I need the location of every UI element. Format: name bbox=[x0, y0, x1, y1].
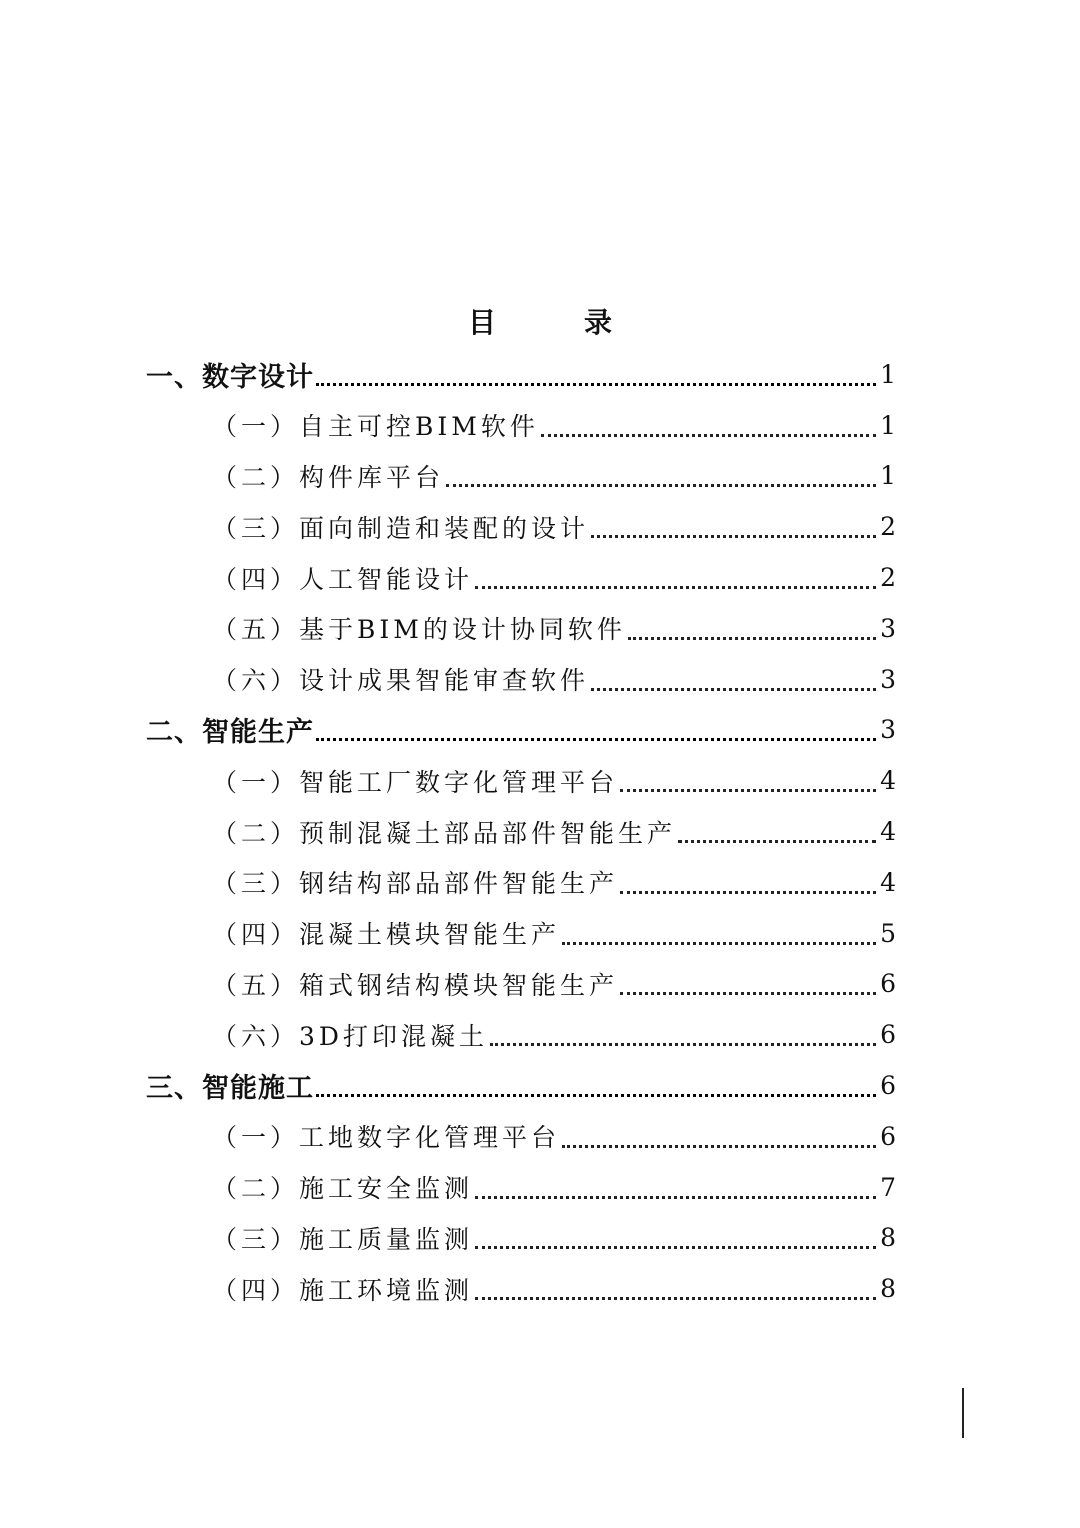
toc-page-number: 4 bbox=[880, 766, 896, 796]
toc-entry-subsection[interactable] bbox=[0, 1213, 896, 1264]
toc-entry-subsection[interactable] bbox=[0, 755, 896, 806]
toc-entry-label: （三）面向制造和装配的设计 bbox=[212, 513, 590, 543]
toc-page-number: 6 bbox=[880, 1071, 896, 1101]
toc-entry-subsection[interactable] bbox=[0, 908, 896, 959]
toc-page-number: 5 bbox=[880, 918, 896, 948]
toc-page-number: 1 bbox=[880, 359, 896, 389]
toc-page-number: 2 bbox=[880, 512, 896, 542]
toc-entry-label: （二）施工安全监测 bbox=[212, 1174, 474, 1204]
toc-page-number: 1 bbox=[880, 461, 896, 491]
toc-title: 目 录 bbox=[467, 306, 642, 339]
toc-entry-subsection[interactable] bbox=[0, 603, 896, 654]
toc-entry-label: （一）自主可控BIM软件 bbox=[212, 412, 539, 442]
toc-entry-label: （二）预制混凝土部品部件智能生产 bbox=[212, 818, 677, 848]
page-edge-rule bbox=[962, 1388, 964, 1438]
toc-entry-label: （一）工地数字化管理平台 bbox=[212, 1123, 561, 1153]
toc-dot-leader bbox=[591, 535, 876, 538]
toc-page-number: 6 bbox=[880, 1121, 896, 1151]
toc-page-number: 8 bbox=[880, 1274, 896, 1304]
toc-entry-subsection[interactable] bbox=[0, 501, 896, 552]
toc-page-number: 3 bbox=[880, 613, 896, 643]
toc-entry-label: （四）混凝土模块智能生产 bbox=[212, 920, 561, 950]
toc-dot-leader bbox=[628, 637, 876, 640]
toc-entry-label: （一）智能工厂数字化管理平台 bbox=[212, 767, 619, 797]
toc-entry-label: 一、数字设计 bbox=[146, 361, 314, 393]
toc-entry-subsection[interactable] bbox=[0, 1111, 896, 1162]
toc-entry-label: （三）钢结构部品部件智能生产 bbox=[212, 869, 619, 899]
toc-page-number: 1 bbox=[880, 410, 896, 440]
toc-dot-leader bbox=[562, 1145, 876, 1148]
toc-page-number: 6 bbox=[880, 1020, 896, 1050]
toc-dot-leader bbox=[562, 942, 876, 945]
toc-entry-subsection[interactable] bbox=[0, 1162, 896, 1213]
toc-dot-leader bbox=[475, 586, 876, 589]
toc-list bbox=[0, 349, 1080, 1314]
toc-entry-subsection[interactable] bbox=[0, 654, 896, 705]
toc-entry-label: （五）基于BIM的设计协同软件 bbox=[212, 615, 626, 645]
toc-dot-leader bbox=[475, 1297, 876, 1300]
toc-entry-subsection[interactable] bbox=[0, 1263, 896, 1314]
toc-dot-leader bbox=[620, 992, 876, 995]
toc-entry-subsection[interactable] bbox=[0, 451, 896, 502]
toc-entry-label: 三、智能施工 bbox=[146, 1073, 314, 1105]
toc-page-number: 4 bbox=[880, 817, 896, 847]
toc-dot-leader bbox=[591, 688, 876, 691]
toc-page-number: 7 bbox=[880, 1172, 896, 1202]
toc-entry-section-1[interactable] bbox=[0, 349, 896, 400]
toc-dot-leader bbox=[490, 1043, 876, 1046]
toc-dot-leader bbox=[475, 1196, 876, 1199]
toc-page-number: 4 bbox=[880, 867, 896, 897]
toc-dot-leader bbox=[316, 1094, 876, 1097]
toc-entry-subsection[interactable] bbox=[0, 400, 896, 451]
toc-dot-leader bbox=[316, 383, 876, 386]
toc-dot-leader bbox=[446, 484, 876, 487]
toc-entry-label: （四）施工环境监测 bbox=[212, 1275, 474, 1305]
toc-page-number: 8 bbox=[880, 1223, 896, 1253]
toc-entry-label: （五）箱式钢结构模块智能生产 bbox=[212, 970, 619, 1000]
toc-entry-section-3[interactable] bbox=[0, 1060, 896, 1111]
toc-page-number: 3 bbox=[880, 664, 896, 694]
toc-dot-leader bbox=[678, 840, 876, 843]
toc-entry-label: （三）施工质量监测 bbox=[212, 1224, 474, 1254]
toc-dot-leader bbox=[620, 789, 876, 792]
toc-entry-label: （四）人工智能设计 bbox=[212, 564, 474, 594]
toc-dot-leader bbox=[620, 891, 876, 894]
toc-entry-label: 二、智能生产 bbox=[146, 717, 314, 749]
toc-page-number: 3 bbox=[880, 715, 896, 745]
toc-entry-subsection[interactable] bbox=[0, 806, 896, 857]
toc-dot-leader bbox=[541, 434, 876, 437]
toc-entry-section-2[interactable] bbox=[0, 705, 896, 756]
toc-dot-leader bbox=[316, 738, 876, 741]
toc-dot-leader bbox=[475, 1246, 876, 1249]
toc-entry-label: （二）构件库平台 bbox=[212, 462, 445, 492]
toc-entry-subsection[interactable] bbox=[0, 959, 896, 1010]
toc-page-number: 2 bbox=[880, 563, 896, 593]
toc-entry-subsection[interactable] bbox=[0, 857, 896, 908]
toc-page-number: 6 bbox=[880, 969, 896, 999]
toc-entry-subsection[interactable] bbox=[0, 552, 896, 603]
toc-entry-label: （六）设计成果智能审查软件 bbox=[212, 666, 590, 696]
toc-entry-subsection[interactable] bbox=[0, 1009, 896, 1060]
toc-entry-label: （六）3D打印混凝土 bbox=[212, 1021, 488, 1051]
